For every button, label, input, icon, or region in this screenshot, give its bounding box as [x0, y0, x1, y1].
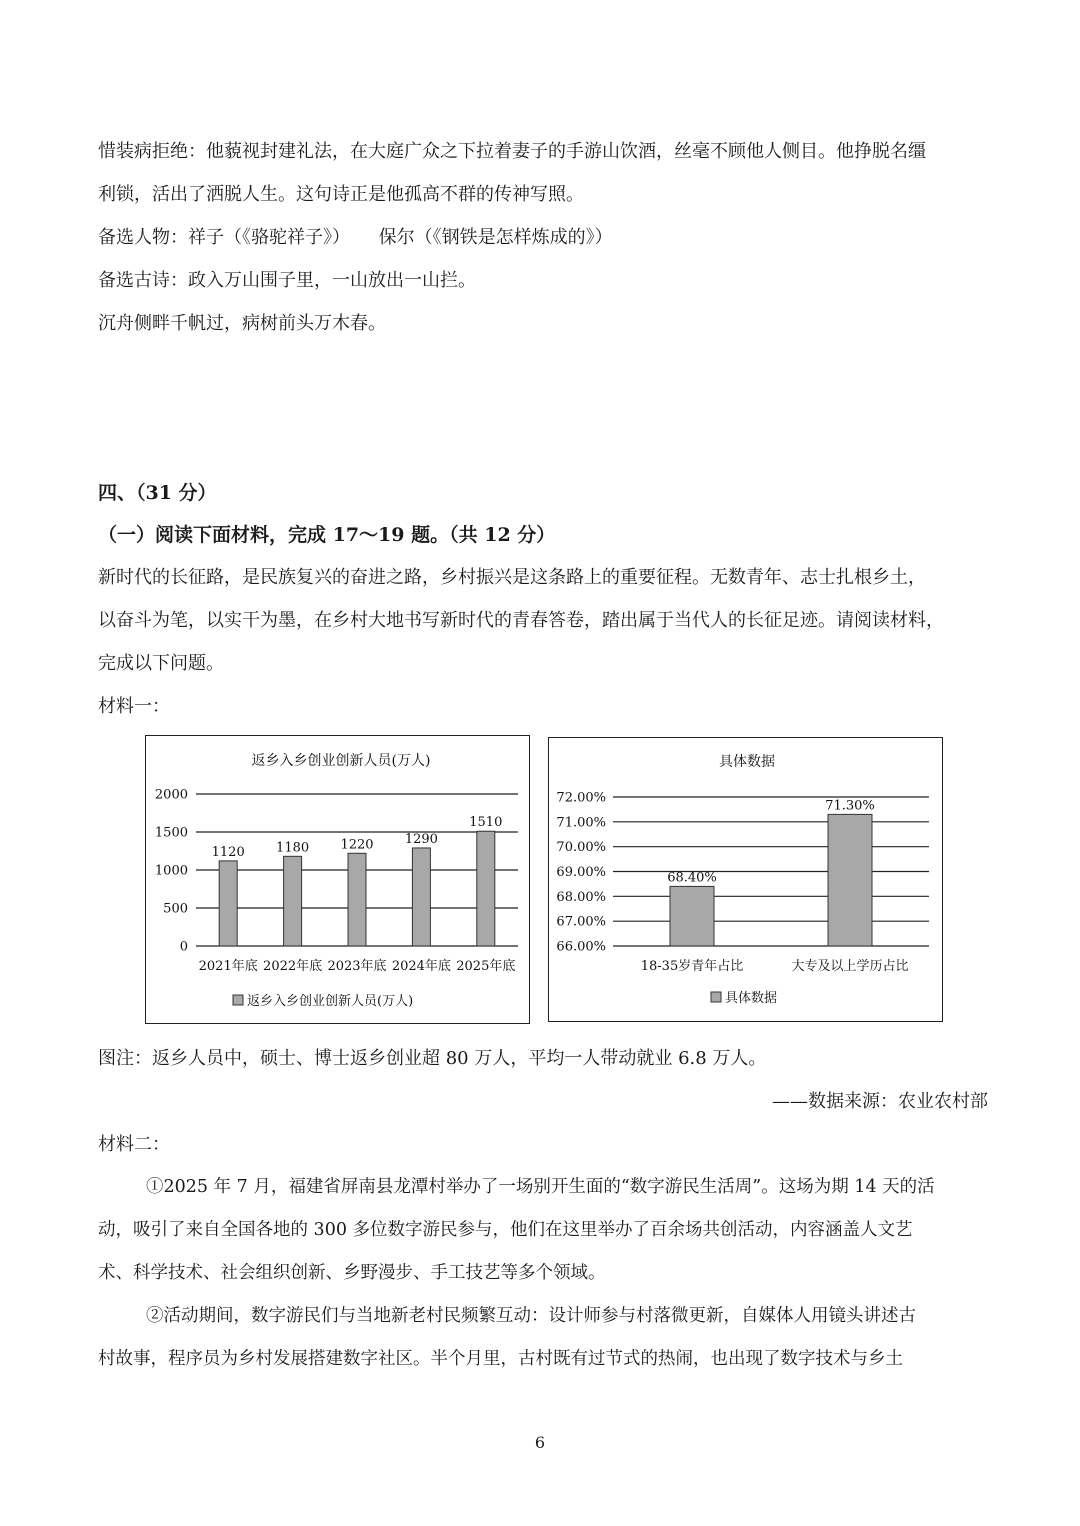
figure-note: 图注：返乡人员中，硕士、博士返乡创业超 80 万人，平均一人带动就业 6.8 万人。 — [98, 1048, 767, 1069]
y-tick-label: 70.00% — [556, 840, 606, 856]
subsection-title: （一）阅读下面材料，完成 17～19 题。（共 12 分） — [98, 524, 556, 546]
x-tick-label: 2022年底 — [263, 959, 323, 974]
bar — [348, 853, 366, 946]
chart-returnees — [145, 735, 530, 1024]
y-tick-label: 72.00% — [556, 790, 606, 806]
legend-swatch — [233, 995, 243, 1005]
bar — [828, 814, 872, 946]
bar — [477, 831, 495, 946]
material-1-label: 材料一： — [98, 696, 170, 717]
data-label: 71.30% — [825, 798, 875, 814]
page-number: 6 — [534, 1433, 546, 1452]
material-2-p2-line-2: 村故事，程序员为乡村发展搭建数字社区。半个月里，古村既有过节式的热闹，也出现了数字技术与乡土 — [98, 1349, 903, 1369]
chart-details — [548, 737, 943, 1022]
intro-line-3: 完成以下问题。 — [98, 653, 224, 674]
y-tick-label: 68.00% — [556, 889, 606, 905]
y-tick-label: 2000 — [154, 787, 188, 803]
material-2-label: 材料二： — [98, 1134, 170, 1155]
y-tick-label: 67.00% — [556, 914, 606, 930]
chart-returnees-svg — [146, 736, 529, 1023]
material-2-p2-line-1: ②活动期间，数字游民们与当地新老村民频繁互动：设计师参与村落微更新，自媒体人用镜头讲述古 — [146, 1306, 916, 1326]
data-label: 68.40% — [667, 870, 717, 886]
y-tick-label: 1500 — [154, 825, 188, 841]
y-tick-label: 69.00% — [556, 865, 606, 880]
y-tick-label: 0 — [179, 939, 188, 955]
data-label: 1220 — [340, 837, 374, 853]
chart-details-svg — [549, 738, 942, 1021]
candidate-people: 备选人物：祥子（《骆驼祥子》） 保尔（《钢铁是怎样炼成的》） — [98, 227, 613, 248]
legend-label: 返乡入乡创业创新人员(万人) — [247, 994, 414, 1009]
candidate-poem-2: 沉舟侧畔千帆过，病树前头万木春。 — [98, 313, 386, 334]
y-tick-label: 66.00% — [556, 939, 606, 955]
y-tick-label: 71.00% — [556, 815, 606, 831]
legend-swatch — [711, 992, 721, 1002]
bar — [412, 848, 430, 946]
section-title: 四、（31 分） — [98, 482, 217, 504]
x-tick-label: 2025年底 — [456, 959, 516, 974]
chart-title: 具体数据 — [719, 754, 775, 770]
y-tick-label: 1000 — [154, 863, 188, 879]
x-tick-label: 18-35岁青年占比 — [640, 959, 744, 974]
data-label: 1120 — [211, 844, 245, 860]
material-2-p1-line-2: 动，吸引了来自全国各地的 300 多位数字游民参与，他们在这里举办了百余场共创活动，内容涵盖人文艺 — [98, 1220, 913, 1240]
material-2-p1-line-3: 术、科学技术、社会组织创新、乡野漫步、手工技艺等多个领域。 — [98, 1263, 606, 1283]
top-paragraph-line-2: 利锁，活出了洒脱人生。这句诗正是他孤高不群的传神写照。 — [98, 184, 584, 205]
data-label: 1290 — [404, 831, 438, 847]
data-label: 1180 — [276, 840, 310, 856]
bar — [284, 856, 302, 946]
top-paragraph-line-1: 惜装病拒绝：他藐视封建礼法，在大庭广众之下拉着妻子的手游山饮酒，丝毫不顾他人侧目。他挣脱名缰 — [98, 141, 926, 162]
legend-label: 具体数据 — [725, 991, 778, 1006]
x-tick-label: 2023年底 — [327, 959, 387, 974]
candidate-poem-1: 备选古诗：政入万山围子里，一山放出一山拦。 — [98, 270, 476, 291]
intro-line-2: 以奋斗为笔，以实干为墨，在乡村大地书写新时代的青春答卷，踏出属于当代人的长征足迹。请阅读材料， — [98, 610, 944, 631]
chart-title: 返乡入乡创业创新人员(万人) — [251, 753, 431, 769]
bar — [219, 861, 237, 946]
intro-line-1: 新时代的长征路，是民族复兴的奋进之路，乡村振兴是这条路上的重要征程。无数青年、志士扎根乡土， — [98, 567, 926, 588]
x-tick-label: 大专及以上学历占比 — [791, 959, 909, 974]
data-source: ——数据来源：农业农村部 — [772, 1091, 988, 1112]
bar — [670, 886, 714, 946]
x-tick-label: 2021年底 — [198, 959, 258, 974]
x-tick-label: 2024年底 — [391, 959, 451, 974]
material-2-p1-line-1: ①2025 年 7 月，福建省屏南县龙潭村举办了一场别开生面的“数字游民生活周”。这场为期 14 天的活 — [146, 1177, 935, 1197]
data-label: 1510 — [469, 815, 503, 831]
y-tick-label: 500 — [163, 901, 188, 917]
